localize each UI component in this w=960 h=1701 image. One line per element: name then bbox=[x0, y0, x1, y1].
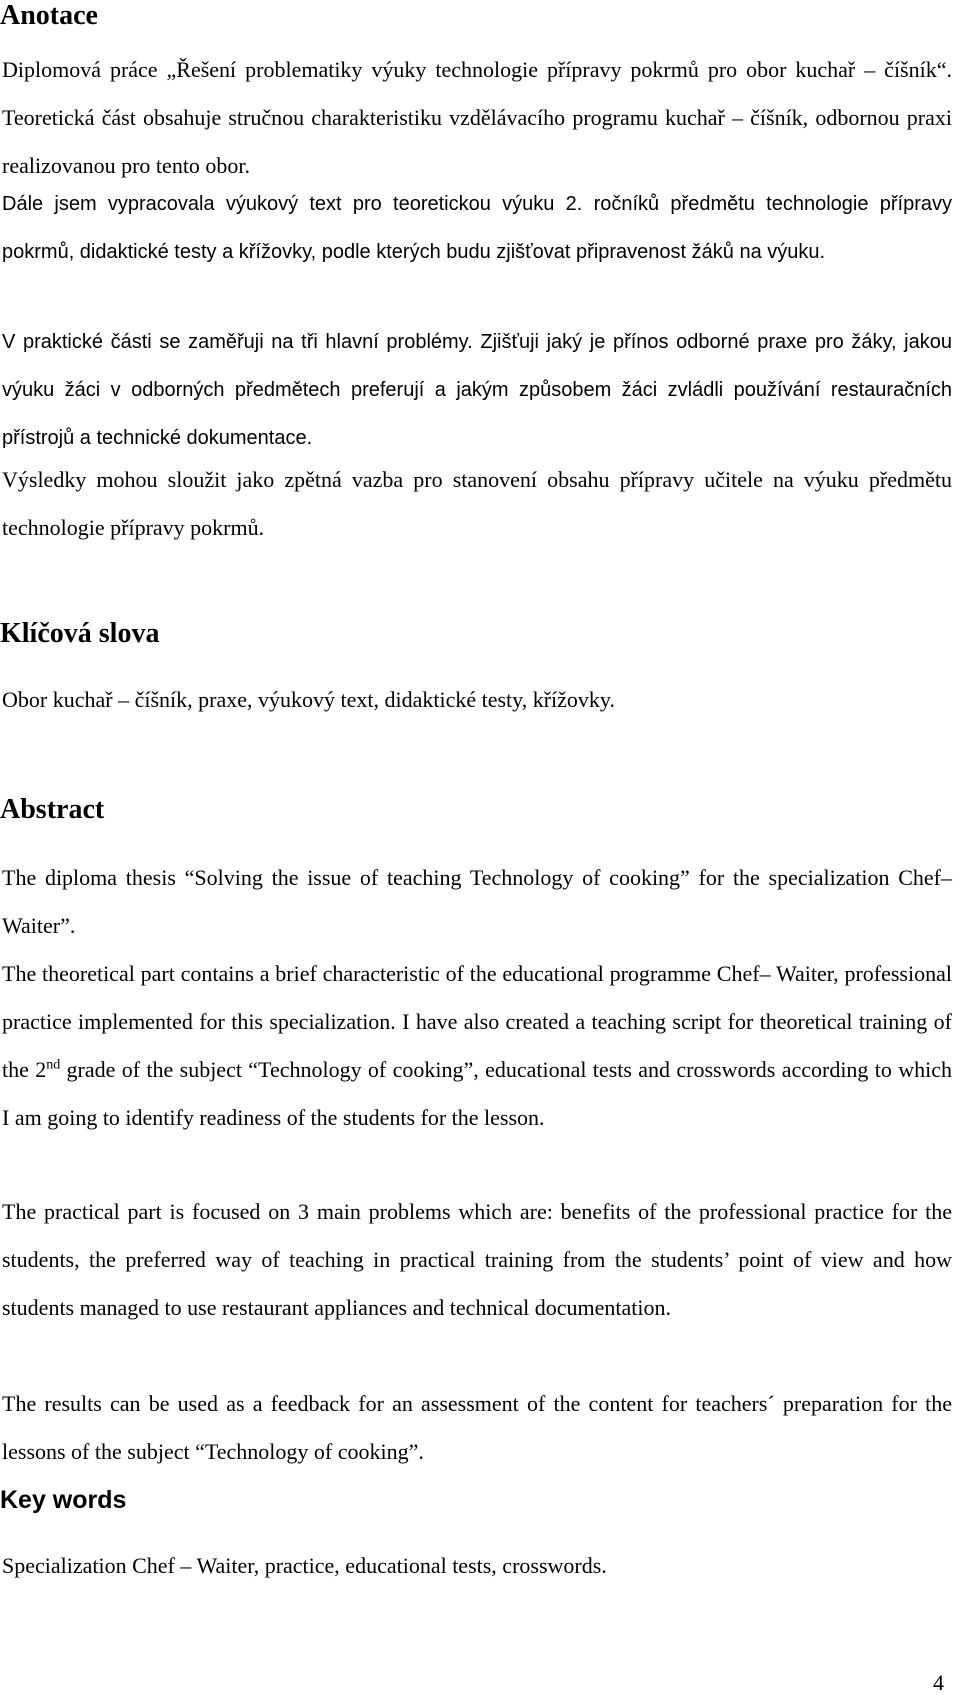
abstract-paragraph-3: The practical part is focused on 3 main problems which are: benefits of the professional practice for the students, the preferred way of teaching in practical training from the students’ point of view and how students managed to use restaurant appliances and technical documentation. bbox=[2, 1199, 952, 1320]
abstract-paragraph-2-text-before: The theoretical part contains a brief characteristic of the educational programme Chef– Waiter, professional practice implemented for this specialization. I have also created a teaching script for theoretical training of the 2 bbox=[2, 961, 952, 1082]
abstract-paragraph-2-text-after: grade of the subject “Technology of cooking”, educational tests and crosswords according to which I am going to identify readiness of the students for the lesson. bbox=[2, 1057, 952, 1130]
abstract-paragraph-1: The diploma thesis “Solving the issue of teaching Technology of cooking” for the specialization Chef– Waiter”. bbox=[2, 865, 952, 938]
klicova-slova-heading: Klíčová slova bbox=[0, 618, 160, 649]
abstract-heading: Abstract bbox=[0, 794, 105, 825]
abstract-paragraph-4: The results can be used as a feedback for an assessment of the content for teachers´ preparation for the lessons of the subject “Technology of cooking”. bbox=[2, 1391, 952, 1464]
key-words-heading: Key words bbox=[0, 1486, 127, 1514]
anotace-paragraph-2: Dále jsem vypracovala výukový text pro teoretickou výuku 2. ročníků předmětu technologie přípravy pokrmů, didaktické testy a křížovky, podle kterých budu zjišťovat připravenost žáků na výuku. bbox=[2, 193, 952, 263]
page-number: 4 bbox=[933, 1670, 944, 1695]
anotace-heading: Anotace bbox=[0, 0, 98, 31]
anotace-paragraph-1: Diplomová práce „Řešení problematiky výuky technologie přípravy pokrmů pro obor kuchař – číšník“. Teoretická část obsahuje stručnou charakteristiku vzdělávacího programu kuchař – číšník, odbornou praxi realizovanou pro tento obor. bbox=[2, 57, 952, 178]
klicova-slova-text: Obor kuchař – číšník, praxe, výukový text, didaktické testy, křížovky. bbox=[2, 687, 615, 712]
ordinal-suffix: nd bbox=[46, 1057, 61, 1073]
key-words-text: Specialization Chef – Waiter, practice, educational tests, crosswords. bbox=[2, 1553, 607, 1578]
anotace-paragraph-3: V praktické části se zaměřuji na tři hlavní problémy. Zjišťuji jaký je přínos odborné praxe pro žáky, jakou výuku žáci v odborných předmětech preferují a jakým způsobem žáci zvládli používání restauračních přístrojů a technické dokumentace. bbox=[2, 331, 952, 449]
abstract-paragraph-2 bbox=[2, 950, 952, 1142]
anotace-paragraph-4: Výsledky mohou sloužit jako zpětná vazba pro stanovení obsahu přípravy učitele na výuku předmětu technologie přípravy pokrmů. bbox=[2, 467, 952, 540]
